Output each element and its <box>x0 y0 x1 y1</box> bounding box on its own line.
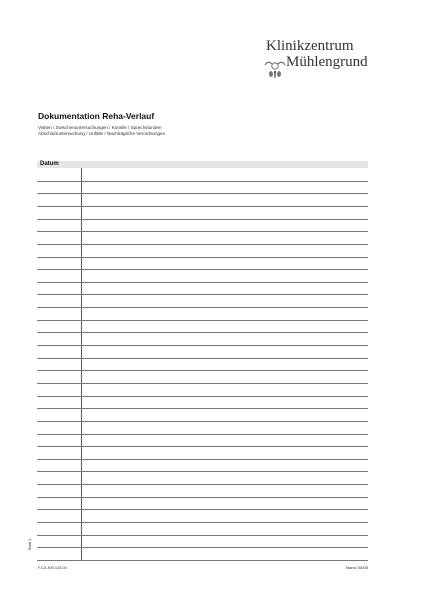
table-row-line <box>37 459 368 460</box>
logo-line-2: Mühlengrund <box>286 54 368 70</box>
table-row-line <box>37 358 368 359</box>
table-row-line <box>37 269 368 270</box>
table-row-line <box>37 396 368 397</box>
table-row-line <box>37 446 368 447</box>
table-row-line <box>37 370 368 371</box>
table-row-line <box>37 509 368 510</box>
table-row-line <box>37 231 368 232</box>
table-header <box>37 161 368 168</box>
document-subtitle-2: Abschlußuntersuchung / Unfälle / Nachträgliche Verordnungen <box>38 131 166 136</box>
table-row-line <box>37 484 368 485</box>
sheet-label: Blatt 1 <box>27 538 32 550</box>
table-row-line <box>37 547 368 548</box>
table-row-line <box>37 560 368 561</box>
table-row-line <box>37 421 368 422</box>
column-header-datum: Datum <box>40 161 59 167</box>
logo-line-1: Klinikzentrum <box>266 38 354 54</box>
table-row-line <box>37 244 368 245</box>
table-row-line <box>37 471 368 472</box>
document-subtitle-1: Visiten / Zwischenuntersuchungen / Konsile / Sprechstunden <box>38 125 162 130</box>
table-row-line <box>37 332 368 333</box>
documentation-table <box>37 161 368 560</box>
table-row-line <box>37 497 368 498</box>
column-divider <box>81 168 82 560</box>
table-row-line <box>37 408 368 409</box>
table-row-line <box>37 219 368 220</box>
document-title: Dokumentation Reha-Verlauf <box>38 111 155 121</box>
table-row-line <box>37 257 368 258</box>
table-row-line <box>37 193 368 194</box>
table-row-line <box>37 383 368 384</box>
table-row-line <box>37 345 368 346</box>
table-row-line <box>37 522 368 523</box>
table-row-line <box>37 181 368 182</box>
form-code: F.CA.KM.115.00 <box>38 565 67 570</box>
table-row-line <box>37 320 368 321</box>
table-row-line <box>37 307 368 308</box>
table-row-line <box>37 294 368 295</box>
table-row-line <box>37 535 368 536</box>
revision-date: Stand: 08/08 <box>345 565 368 570</box>
table-row-line <box>37 206 368 207</box>
table-row-line <box>37 282 368 283</box>
table-row-line <box>37 434 368 435</box>
stethoscope-emblem-icon <box>262 56 288 82</box>
clinic-logo <box>262 38 374 98</box>
